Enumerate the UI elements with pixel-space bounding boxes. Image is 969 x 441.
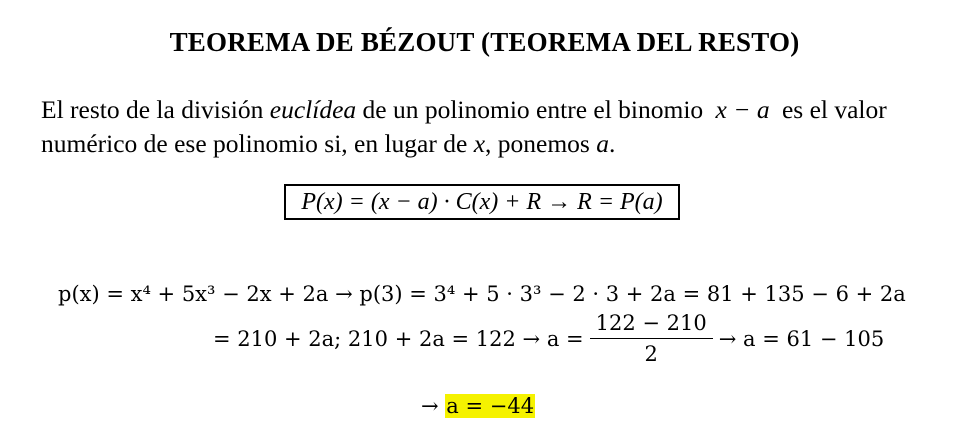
- highlighted-result: a = −44: [446, 394, 535, 418]
- boxed-formula: [284, 184, 680, 220]
- fraction: [590, 311, 713, 366]
- fraction-denominator: 2: [644, 342, 658, 366]
- formula-lhs: P(x) = (x − a) · C(x) + R: [301, 188, 542, 215]
- statement-variable-a: a: [596, 129, 609, 158]
- statement-text-3: es el valor numérico de ese polinomio si, en lugar de: [41, 95, 887, 158]
- statement-variable-x: x: [473, 129, 486, 158]
- work-line-2-pre: = 210 + 2a; 210 + 2a = 122 → a =: [213, 326, 584, 351]
- statement-text-4: , ponemos: [485, 129, 597, 158]
- result-arrow: →: [421, 394, 439, 418]
- work-line-2-post: → a = 61 − 105: [718, 326, 885, 351]
- formula-rhs: R = P(a): [577, 188, 663, 215]
- work-line-1: p(x) = x⁴ + 5x³ − 2x + 2a → p(3) = 3⁴ + 5 · 3³ − 2 · 3 + 2a = 81 + 135 − 6 + 2a: [58, 282, 906, 306]
- work-line-2: [213, 311, 884, 366]
- statement-text-1: El resto de la división: [41, 95, 270, 124]
- statement-euclidea: euclídea: [269, 95, 357, 124]
- fraction-numerator: 122 − 210: [590, 311, 713, 339]
- statement-text-2: de un polinomio entre el binomio: [356, 95, 710, 124]
- page-title: TEOREMA DE BÉZOUT (TEOREMA DEL RESTO): [169, 27, 800, 57]
- statement-binomial: x − a: [715, 95, 770, 124]
- work-line-3: [421, 394, 535, 418]
- formula-arrow: →: [547, 188, 572, 215]
- theorem-statement: [41, 93, 941, 161]
- statement-text-5: .: [608, 129, 616, 158]
